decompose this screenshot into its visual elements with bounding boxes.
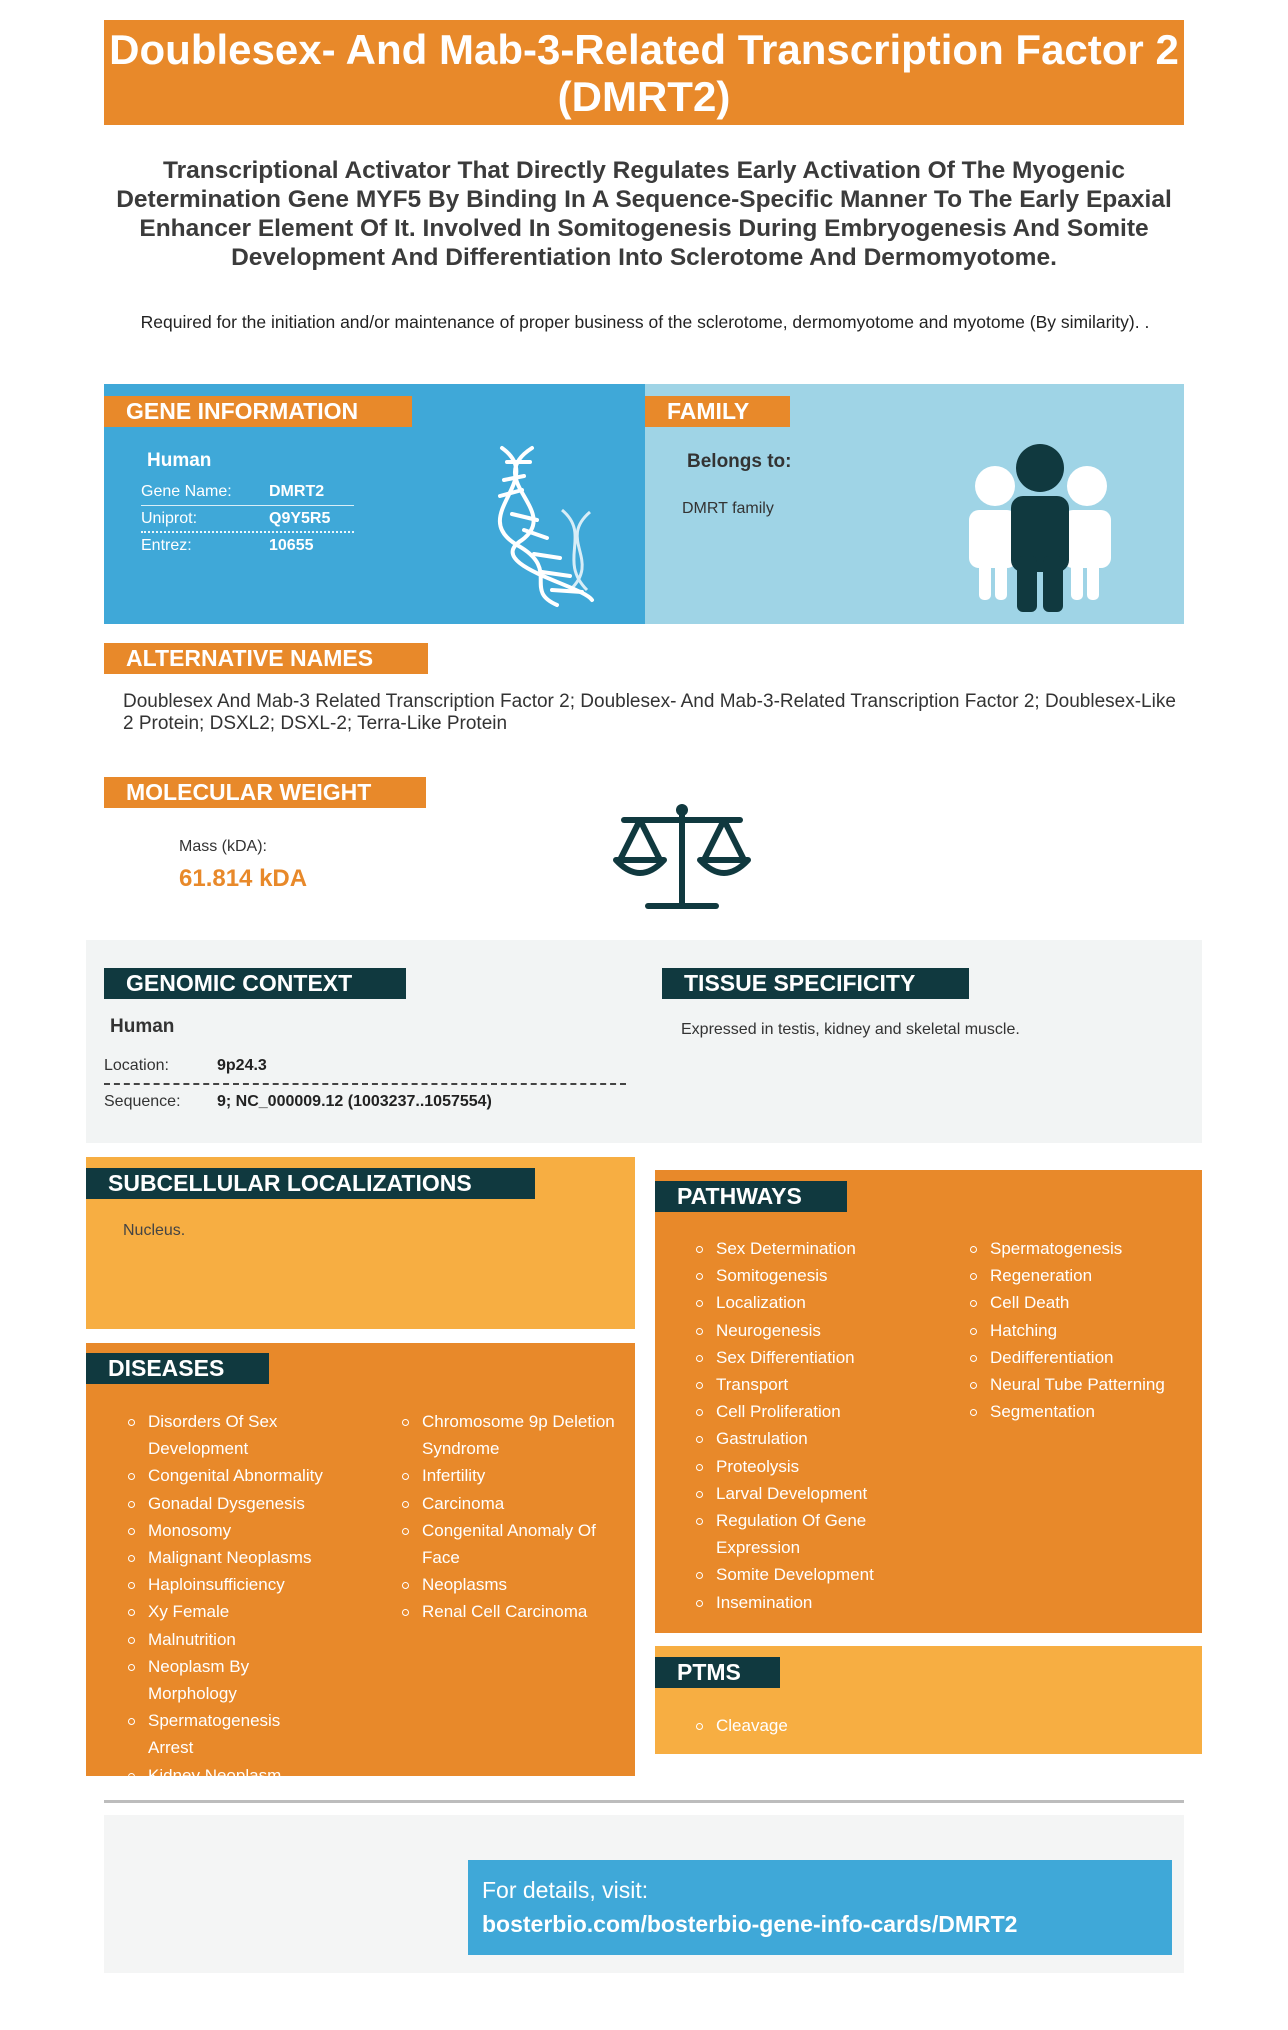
- family-belongs-label: Belongs to:: [687, 451, 792, 472]
- pathways-list-right: [968, 1235, 1188, 1425]
- genomic-context-heading: GENOMIC CONTEXT: [104, 968, 406, 999]
- pathway-item: Neural Tube Patterning: [968, 1371, 1188, 1398]
- uniprot-row: [141, 506, 354, 533]
- tissue-specificity-text: Expressed in testis, kidney and skeletal muscle.: [681, 1021, 1020, 1038]
- ptms-heading: PTMS: [655, 1657, 780, 1688]
- pathways-list-left: [694, 1235, 894, 1616]
- alternative-names-text: Doublesex And Mab-3 Related Transcription Factor 2; Doublesex- And Mab-3-Related Transcription Factor 2; Doublesex-Like 2 Protein; DSXL2; DSXL-2; Terra-Like Protein: [123, 691, 1176, 734]
- sequence-row: [104, 1091, 704, 1117]
- gene-name-value: DMRT2: [269, 483, 325, 500]
- pathway-item: Spermatogenesis: [968, 1235, 1188, 1262]
- gene-species: Human: [147, 450, 212, 471]
- disease-item: Chromosome 9p Deletion Syndrome: [400, 1408, 620, 1462]
- genomic-species: Human: [110, 1016, 175, 1037]
- pathway-item: Insemination: [694, 1589, 894, 1616]
- location-row: [104, 1055, 626, 1085]
- pathway-item: Gastrulation: [694, 1425, 894, 1452]
- function-detail: Required for the initiation and/or maintenance of proper business of the sclerotome, dermomyotome and myotome (By similarity). .: [140, 312, 1150, 332]
- pathway-item: Somite Development: [694, 1561, 894, 1588]
- diseases-heading: DISEASES: [86, 1353, 269, 1384]
- pathways-heading: PATHWAYS: [655, 1181, 847, 1212]
- disease-item: Haploinsufficiency: [126, 1571, 326, 1598]
- disease-item: Infertility: [400, 1462, 620, 1489]
- disease-item: Neoplasm By Morphology: [126, 1653, 326, 1707]
- disease-item: Disorders Of Sex Development: [126, 1408, 326, 1462]
- pathway-item: Dedifferentiation: [968, 1344, 1188, 1371]
- disease-item: Neoplasms: [400, 1571, 620, 1598]
- pathway-item: Hatching: [968, 1317, 1188, 1344]
- people-group-icon: [965, 444, 1115, 614]
- gene-info-table: [141, 479, 354, 560]
- page-title: Doublesex- And Mab-3-Related Transcription Factor 2 (DMRT2): [104, 20, 1184, 125]
- location-value: 9p24.3: [217, 1057, 267, 1074]
- sequence-value: 9; NC_000009.12 (1003237..1057554): [217, 1093, 492, 1110]
- details-label: For details, visit:: [482, 1877, 649, 1903]
- ptms-list: [694, 1712, 994, 1739]
- pathway-item: Localization: [694, 1289, 894, 1316]
- diseases-list-right: [400, 1408, 620, 1626]
- disease-item: Carcinoma: [400, 1490, 620, 1517]
- entrez-row: [141, 533, 354, 560]
- balance-scale-icon: [612, 800, 752, 918]
- disease-item: Spermatogenesis Arrest: [126, 1707, 326, 1761]
- subcellular-localizations-heading: SUBCELLULAR LOCALIZATIONS: [86, 1168, 535, 1199]
- alternative-names-heading: ALTERNATIVE NAMES: [104, 643, 428, 674]
- pathway-item: Somitogenesis: [694, 1262, 894, 1289]
- disease-item: Malnutrition: [126, 1626, 326, 1653]
- details-box[interactable]: [468, 1860, 1172, 1955]
- disease-item: Congenital Anomaly Of Face: [400, 1517, 620, 1571]
- mass-value: 61.814 kDA: [179, 865, 308, 892]
- diseases-list-left: [126, 1408, 326, 1789]
- entrez-value: 10655: [269, 537, 314, 554]
- subcellular-text: Nucleus.: [123, 1222, 186, 1239]
- details-link[interactable]: bosterbio.com/bosterbio-gene-info-cards/DMRT2: [482, 1911, 1018, 1937]
- entrez-label: Entrez:: [141, 537, 192, 554]
- family-value: DMRT family: [682, 500, 774, 517]
- gene-information-heading: GENE INFORMATION: [104, 396, 412, 427]
- disease-item: Gonadal Dysgenesis: [126, 1490, 326, 1517]
- pathway-item: Cell Death: [968, 1289, 1188, 1316]
- location-label: Location:: [104, 1057, 169, 1074]
- pathway-item: Proteolysis: [694, 1453, 894, 1480]
- pathway-item: Larval Development: [694, 1480, 894, 1507]
- disease-item: Congenital Abnormality: [126, 1462, 326, 1489]
- pathway-item: Sex Determination: [694, 1235, 894, 1262]
- function-summary: Transcriptional Activator That Directly Regulates Early Activation Of The Myogenic Determination Gene MYF5 By Binding In A Sequence-Specific Manner To The Early Epaxial Enhancer Element Of It. Involved In Somitogenesis During Embryogenesis And Somite Development And Differentiation Into Sclerotome And Dermomyotome.: [116, 157, 1172, 271]
- pathway-item: Segmentation: [968, 1398, 1188, 1425]
- family-heading: FAMILY: [645, 396, 790, 427]
- disease-item: Renal Cell Carcinoma: [400, 1598, 620, 1625]
- pathway-item: Transport: [694, 1371, 894, 1398]
- gene-name-label: Gene Name:: [141, 483, 232, 500]
- disease-item: Malignant Neoplasms: [126, 1544, 326, 1571]
- ptm-item: Cleavage: [694, 1712, 994, 1739]
- pathway-item: Cell Proliferation: [694, 1398, 894, 1425]
- gene-name-row: [141, 479, 354, 506]
- molecular-weight-heading: MOLECULAR WEIGHT: [104, 777, 426, 808]
- uniprot-label: Uniprot:: [141, 510, 198, 527]
- pathway-item: Regulation Of Gene Expression: [694, 1507, 894, 1561]
- dna-helix-icon: [462, 440, 612, 610]
- footer-divider: [104, 1800, 1184, 1803]
- disease-item: Monosomy: [126, 1517, 326, 1544]
- uniprot-value: Q9Y5R5: [269, 510, 331, 527]
- disease-item: Kidney Neoplasm: [126, 1762, 326, 1789]
- pathway-item: Regeneration: [968, 1262, 1188, 1289]
- tissue-specificity-heading: TISSUE SPECIFICITY: [662, 968, 969, 999]
- pathway-item: Neurogenesis: [694, 1317, 894, 1344]
- disease-item: Xy Female: [126, 1598, 326, 1625]
- mass-label: Mass (kDA):: [179, 838, 267, 855]
- pathway-item: Sex Differentiation: [694, 1344, 894, 1371]
- sequence-label: Sequence:: [104, 1093, 181, 1110]
